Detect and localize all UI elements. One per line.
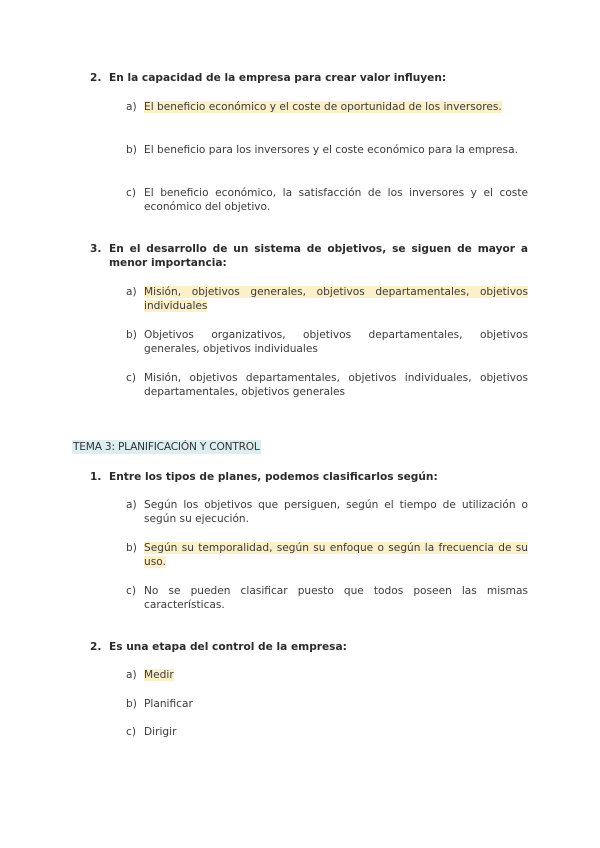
- option-text: El beneficio para los inversores y el coste económico para la empresa.: [144, 144, 518, 156]
- option-letter: c): [126, 726, 136, 738]
- option-text: Dirigir: [144, 726, 177, 738]
- option-letter: c): [126, 585, 136, 597]
- option-letter: a): [126, 499, 137, 511]
- option-letter: b): [126, 542, 137, 554]
- question-text: En el desarrollo de un sistema de objetivos, se siguen de mayor a menor importancia:: [109, 243, 528, 269]
- question-text: Entre los tipos de planes, podemos clasificarlos según:: [109, 471, 438, 483]
- option-text-highlighted: Misión, objetivos generales, objetivos departamentales, objetivos individuales: [144, 286, 528, 312]
- question-number: 1.: [90, 471, 102, 483]
- option-text: Planificar: [144, 698, 193, 710]
- question-number: 2.: [90, 641, 102, 653]
- option-text-highlighted: El beneficio económico y el coste de oportunidad de los inversores.: [144, 101, 502, 113]
- option-text: Objetivos organizativos, objetivos departamentales, objetivos generales, objetivos individuales: [144, 329, 528, 355]
- question-text: Es una etapa del control de la empresa:: [109, 641, 347, 653]
- question-3: [90, 242, 528, 270]
- question-number: 2.: [90, 72, 102, 84]
- option-letter: b): [126, 329, 137, 341]
- option-letter: c): [126, 187, 136, 199]
- option-text-highlighted: Medir: [144, 669, 174, 681]
- option-b: [126, 541, 528, 569]
- option-text: El beneficio económico, la satisfacción de los inversores y el coste económico del objetivo.: [144, 187, 528, 213]
- option-c: [126, 725, 528, 739]
- section-title: TEMA 3: PLANIFICACIÓN Y CONTROL: [73, 441, 260, 453]
- option-b: [126, 328, 528, 356]
- option-c: [126, 584, 528, 612]
- option-text: Según los objetivos que persiguen, según el tiempo de utilización o según su ejecución.: [144, 499, 528, 525]
- question-text: En la capacidad de la empresa para crear valor influyen:: [109, 72, 447, 84]
- option-letter: a): [126, 286, 137, 298]
- option-letter: c): [126, 372, 136, 384]
- question-number: 3.: [90, 243, 102, 255]
- option-letter: b): [126, 144, 137, 156]
- option-c: [126, 186, 528, 214]
- question-2: [90, 71, 528, 85]
- question-2-control: [90, 640, 528, 654]
- option-letter: a): [126, 101, 137, 113]
- option-a: [126, 498, 528, 526]
- question-1: [90, 470, 528, 484]
- option-letter: b): [126, 698, 137, 710]
- option-b: [126, 143, 528, 157]
- option-b: [126, 697, 528, 711]
- option-a: [126, 100, 528, 114]
- option-c: [126, 371, 528, 399]
- option-a: [126, 285, 528, 313]
- option-letter: a): [126, 669, 137, 681]
- option-text: No se pueden clasificar puesto que todos poseen las mismas características.: [144, 585, 528, 611]
- option-text: Misión, objetivos departamentales, objetivos individuales, objetivos departamentales, objetivos generales: [144, 372, 528, 398]
- option-a: [126, 668, 528, 682]
- option-text-highlighted: Según su temporalidad, según su enfoque o según la frecuencia de su uso.: [144, 542, 528, 568]
